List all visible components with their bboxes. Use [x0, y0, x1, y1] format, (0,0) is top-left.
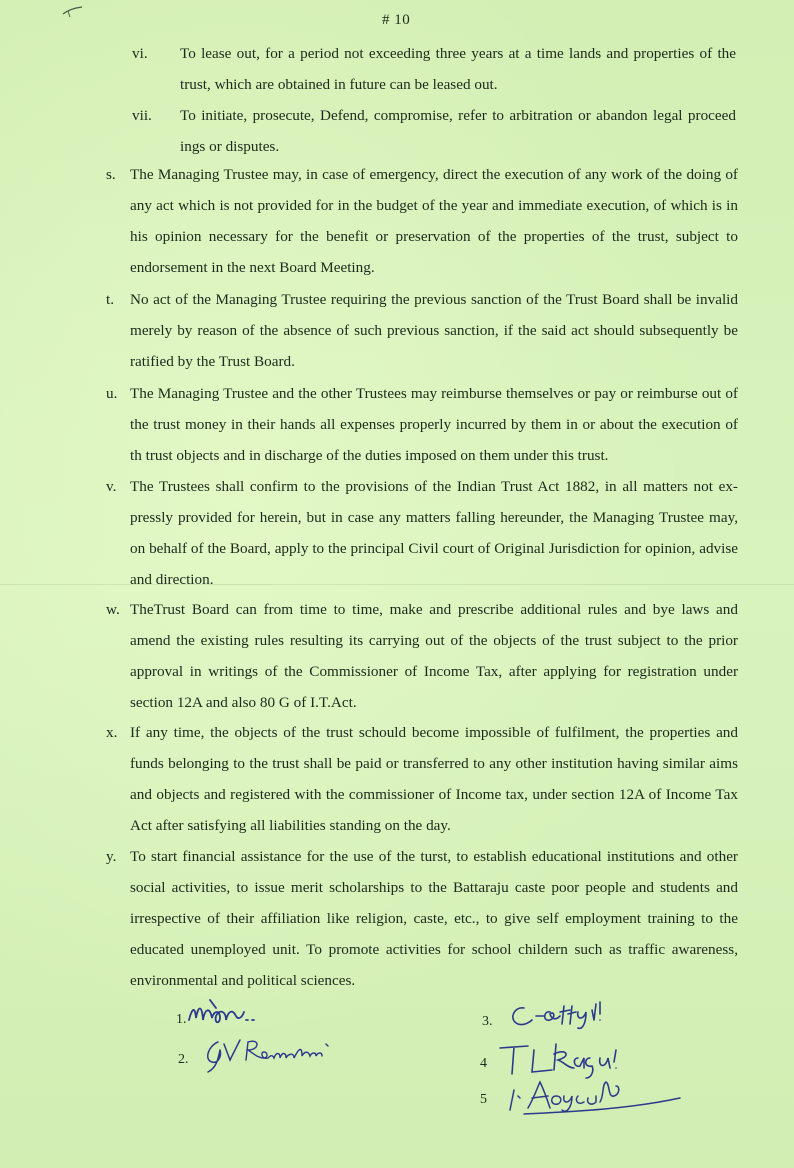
clause-text: To start financial assistance for the use of the turst, to establish educational institutions and other social activities, to issue merit scholarships to the Battaraju caste poor people and students and irrespective of their affiliation like religion, caste, etc., to give self employment training to the educated unemployed unit. To promote activities for school childern such as traffic awareness, environmental and political sciences. — [130, 848, 738, 989]
clause-marker: t. — [106, 291, 115, 308]
signature-number: 1. — [176, 1012, 187, 1027]
page-number: # 10 — [382, 12, 411, 28]
clause-text: The Trustees shall confirm to the provisions of the Indian Trust Act 1882, in all matters not ex-pressly provided for herein, but in case any matters falling hereunder, the Managing Trustee may, on behalf of the Board, apply to the principal Civil court of Original Jurisdiction for opinion, advise and direction. — [130, 478, 738, 588]
handwritten-signature-icon — [506, 998, 656, 1038]
clause-text: To lease out, for a period not exceeding three years at a time lands and properties of the trust, which are obtained in future can be leased out. — [180, 45, 736, 93]
clause-text: If any time, the objects of the trust schould become impossible of fulfilment, the properties and funds belonging to the trust shall be paid or transferred to any other institution having similar aims and objects and registered with the commissioner of Income tax, under section 12A of Income Tax Act after satisfying all liabilities standing on the day. — [130, 724, 738, 834]
clause-marker: y. — [106, 848, 117, 865]
clause-text: The Managing Trustee may, in case of emergency, direct the execution of any work of the doing of any act which is not provided for in the budget of the year and immediate execution, of which is in his opinion necessary for the benefit or preservation of the properties of the trust, subject to endorsement in the next Board Meeting. — [130, 166, 738, 276]
clause-marker: s. — [106, 166, 116, 183]
signature-number: 3. — [482, 1014, 493, 1029]
clause-marker: vii. — [132, 107, 152, 124]
clause-text: No act of the Managing Trustee requiring the previous sanction of the Trust Board shall be invalid merely by reason of the absence of such previous sanction, if the said act should subsequently be ratified by the Trust Board. — [130, 291, 738, 370]
handwritten-signature-icon — [198, 1034, 358, 1074]
clause-marker: x. — [106, 724, 118, 741]
signature-block — [0, 992, 794, 1122]
clause-text: The Managing Trustee and the other Trustees may reimburse themselves or pay or reimburse out of the trust money in their hands all expenses properly incurred by them in or about the execution of th trust objects and in discharge of the duties imposed on them under this trust. — [130, 385, 738, 464]
handwritten-signature-icon — [504, 1076, 684, 1116]
signature-number: 5 — [480, 1092, 487, 1107]
clause-marker: v. — [106, 478, 117, 495]
clause-marker: w. — [106, 601, 120, 618]
clause-marker: u. — [106, 385, 118, 402]
signature-number: 4 — [480, 1056, 487, 1071]
clause-text: To initiate, prosecute, Defend, compromise, refer to arbitration or abandon legal proceed ings or disputes. — [180, 107, 736, 155]
signature-number: 2. — [178, 1052, 189, 1067]
handwritten-signature-icon — [496, 1040, 656, 1080]
clause-text: TheTrust Board can from time to time, make and prescribe additional rules and bye laws and amend the existing rules resulting its carrying out of the objects of the trust subject to the prior approval in writings of the Commissioner of Income Tax, after applying for registration under section 12A and also 80 G of I.T.Act. — [130, 601, 738, 711]
pen-mark-icon — [62, 4, 84, 18]
clause-marker: vi. — [132, 45, 148, 62]
handwritten-signature-icon — [186, 998, 276, 1038]
